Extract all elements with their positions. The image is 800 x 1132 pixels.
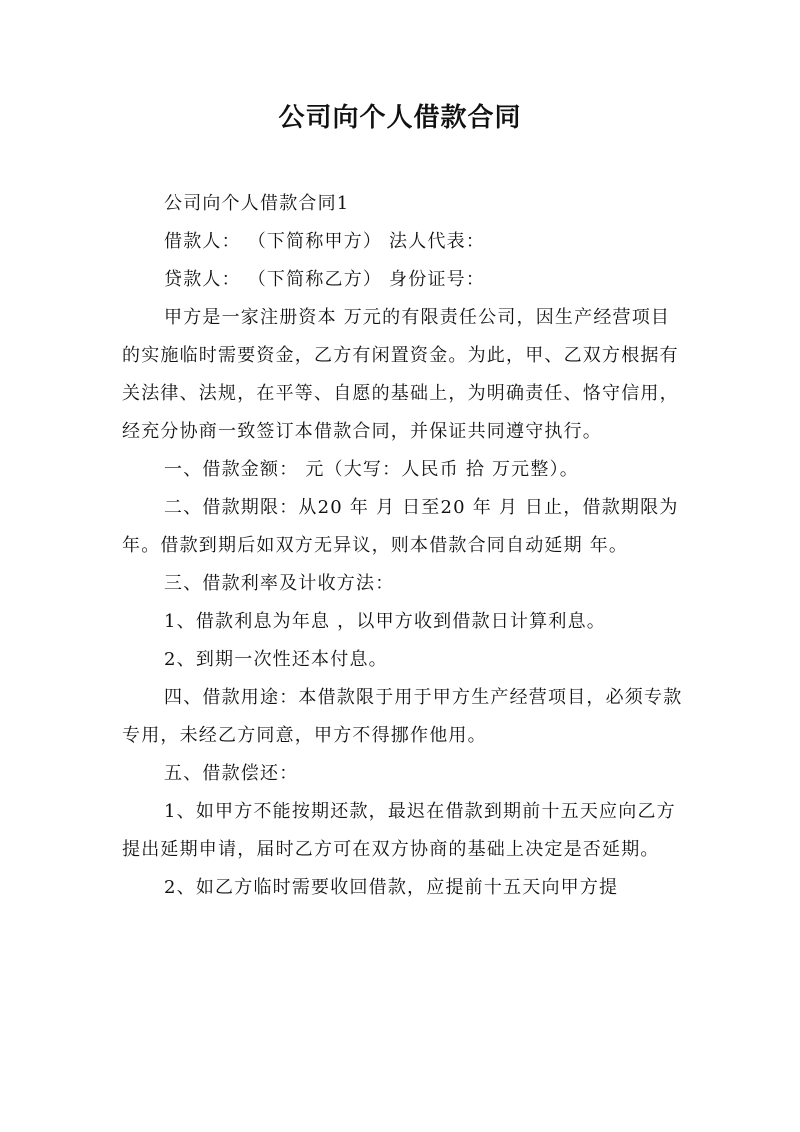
clause-repayment-item-2: 2、如乙方临时需要收回借款，应提前十五天向甲方提 [164, 877, 619, 898]
clause-interest-item-2: 2、到期一次性还本付息。 [164, 649, 388, 670]
document-title: 公司向个人借款合同 [278, 103, 522, 133]
document-body [122, 185, 684, 907]
clause-interest-heading: 三、借款利率及计收方法： [164, 573, 395, 594]
clause-loan-amount: 一、借款金额： 元（大写：人民币 拾 万元整）。 [164, 459, 579, 480]
clause-loan-term: 二、借款期限：从20 年 月 日至20 年 月 日止，借款期限为 年。借款到期后如双方无异议，则本借款合同自动延期 年。 [122, 497, 679, 556]
clause-loan-purpose: 四、借款用途：本借款限于用于甲方生产经营项目，必须专款专用，未经乙方同意，甲方不得挪作他用。 [122, 687, 683, 746]
clause-interest-item-1: 1、借款利息为年息 ，以甲方收到借款日计算利息。 [164, 611, 606, 632]
clause-repayment-heading: 五、借款偿还： [164, 763, 299, 784]
clause-repayment-item-1: 1、如甲方不能按期还款，最迟在借款到期前十五天应向乙方提出延期申请，届时乙方可在双方协商的基础上决定是否延期。 [122, 801, 676, 860]
preamble-paragraph: 甲方是一家注册资本 万元的有限责任公司，因生产经营项目的实施临时需要资金，乙方有闲置资金。为此，甲、乙双方根据有关法律、法规，在平等、自愿的基础上，为明确责任、恪守信用，经充分协商一致签订本借款合同，并保证共同遵守执行。 [122, 307, 679, 442]
contract-heading-line: 公司向个人借款合同1 [164, 193, 350, 214]
borrower-line: 借款人： （下简称甲方） 法人代表： [164, 231, 486, 252]
lender-line: 贷款人： （下简称乙方） 身份证号： [164, 269, 486, 290]
